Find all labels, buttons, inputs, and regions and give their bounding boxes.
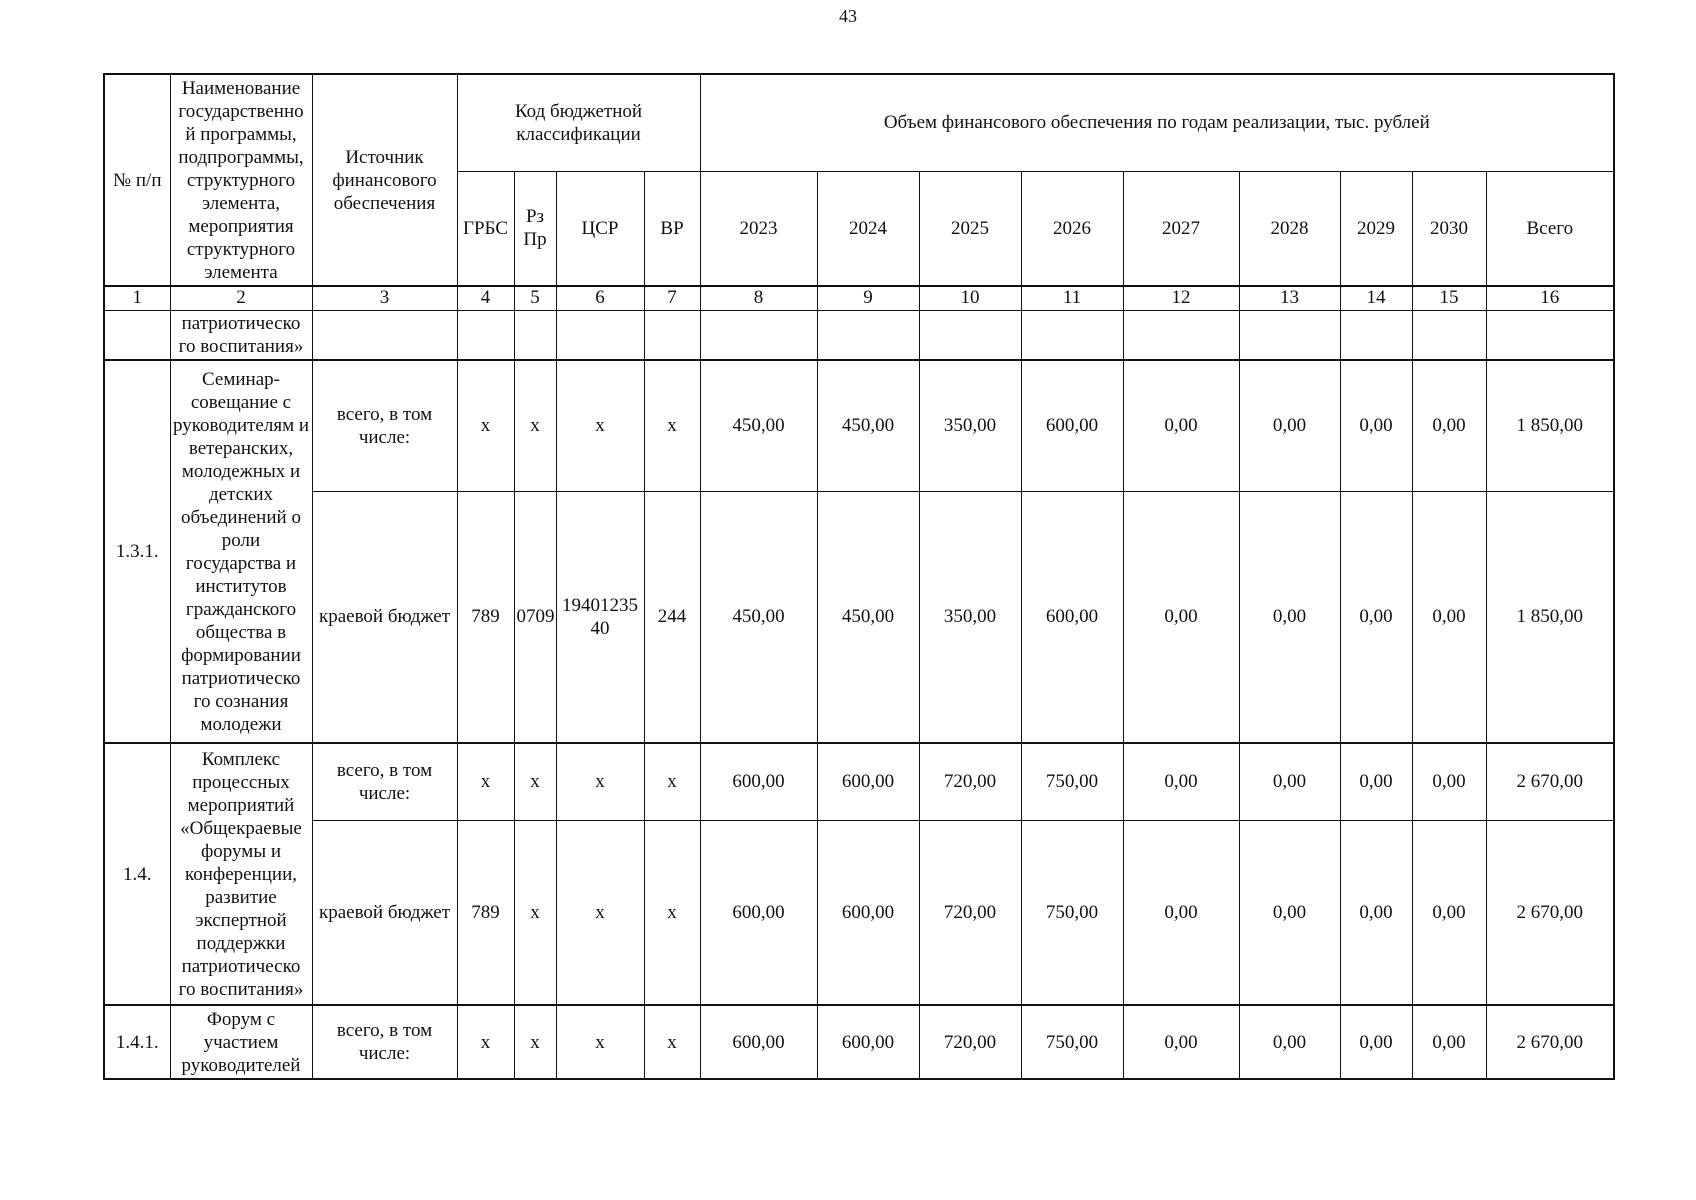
header-col-no: № п/п bbox=[104, 74, 170, 286]
cell-empty bbox=[457, 310, 514, 360]
value-2025: 720,00 bbox=[919, 743, 1021, 820]
cell-empty bbox=[312, 310, 457, 360]
value-2030: 0,00 bbox=[1412, 360, 1486, 491]
cell-empty bbox=[514, 310, 556, 360]
header-vr: ВР bbox=[644, 171, 700, 286]
value-2023: 600,00 bbox=[700, 820, 817, 1005]
table-row-1-4-total bbox=[104, 743, 1614, 820]
value-2026: 750,00 bbox=[1021, 1005, 1123, 1079]
value-2027: 0,00 bbox=[1123, 491, 1239, 743]
cell-empty bbox=[919, 310, 1021, 360]
value-2027: 0,00 bbox=[1123, 743, 1239, 820]
item-number: 1.4.1. bbox=[104, 1005, 170, 1079]
table-row-1-3-1-total bbox=[104, 360, 1614, 491]
value-total: 1 850,00 bbox=[1486, 360, 1614, 491]
value-2023: 450,00 bbox=[700, 491, 817, 743]
header-year-2028: 2028 bbox=[1239, 171, 1340, 286]
header-group-code: Код бюджетной классификации bbox=[457, 74, 700, 171]
grbs-value: х bbox=[457, 1005, 514, 1079]
rzpr-value: х bbox=[514, 1005, 556, 1079]
value-2029: 0,00 bbox=[1340, 360, 1412, 491]
value-2029: 0,00 bbox=[1340, 820, 1412, 1005]
value-2023: 600,00 bbox=[700, 743, 817, 820]
value-2030: 0,00 bbox=[1412, 743, 1486, 820]
funding-source: всего, в том числе: bbox=[312, 1005, 457, 1079]
csr-value: 19401235 40 bbox=[556, 491, 644, 743]
cell-empty bbox=[1412, 310, 1486, 360]
header-year-2030: 2030 bbox=[1412, 171, 1486, 286]
funding-source: всего, в том числе: bbox=[312, 360, 457, 491]
column-number: 16 bbox=[1486, 286, 1614, 310]
value-2026: 600,00 bbox=[1021, 491, 1123, 743]
value-total: 2 670,00 bbox=[1486, 743, 1614, 820]
page-number: 43 bbox=[839, 6, 857, 26]
column-number: 13 bbox=[1239, 286, 1340, 310]
value-2024: 600,00 bbox=[817, 743, 919, 820]
value-2027: 0,00 bbox=[1123, 820, 1239, 1005]
value-2028: 0,00 bbox=[1239, 360, 1340, 491]
column-number: 4 bbox=[457, 286, 514, 310]
value-total: 2 670,00 bbox=[1486, 1005, 1614, 1079]
value-2024: 600,00 bbox=[817, 820, 919, 1005]
grbs-value: х bbox=[457, 360, 514, 491]
value-2025: 350,00 bbox=[919, 491, 1021, 743]
value-2028: 0,00 bbox=[1239, 1005, 1340, 1079]
cell-empty bbox=[104, 310, 170, 360]
header-row-1 bbox=[104, 74, 1614, 171]
column-number: 5 bbox=[514, 286, 556, 310]
value-total: 1 850,00 bbox=[1486, 491, 1614, 743]
csr-value: х bbox=[556, 820, 644, 1005]
value-2030: 0,00 bbox=[1412, 1005, 1486, 1079]
table-row-1-3-1-regional bbox=[104, 491, 1614, 743]
header-year-2024: 2024 bbox=[817, 171, 919, 286]
csr-value: х bbox=[556, 360, 644, 491]
item-number: 1.3.1. bbox=[104, 360, 170, 743]
csr-value: х bbox=[556, 1005, 644, 1079]
vr-value: 244 bbox=[644, 491, 700, 743]
rzpr-value: 0709 bbox=[514, 491, 556, 743]
header-total: Всего bbox=[1486, 171, 1614, 286]
value-2023: 450,00 bbox=[700, 360, 817, 491]
value-2028: 0,00 bbox=[1239, 820, 1340, 1005]
value-2025: 720,00 bbox=[919, 1005, 1021, 1079]
value-2027: 0,00 bbox=[1123, 360, 1239, 491]
value-2024: 600,00 bbox=[817, 1005, 919, 1079]
column-number: 3 bbox=[312, 286, 457, 310]
column-number: 12 bbox=[1123, 286, 1239, 310]
cell-empty bbox=[644, 310, 700, 360]
value-2028: 0,00 bbox=[1239, 491, 1340, 743]
column-number: 9 bbox=[817, 286, 919, 310]
header-group-volume: Объем финансового обеспечения по годам реализации, тыс. рублей bbox=[700, 74, 1614, 171]
value-2023: 600,00 bbox=[700, 1005, 817, 1079]
item-name: патриотическо го воспитания» bbox=[170, 310, 312, 360]
column-number: 2 bbox=[170, 286, 312, 310]
cell-empty bbox=[1486, 310, 1614, 360]
header-csr: ЦСР bbox=[556, 171, 644, 286]
value-2029: 0,00 bbox=[1340, 491, 1412, 743]
item-name: Семинар-совещание с руководителям и ветеранских, молодежных и детских объединений о роли государства и институтов гражданского общества в формировании патриотическо го сознания молодежи bbox=[170, 360, 312, 743]
header-year-2027: 2027 bbox=[1123, 171, 1239, 286]
cell-empty bbox=[700, 310, 817, 360]
value-2025: 720,00 bbox=[919, 820, 1021, 1005]
rzpr-value: х bbox=[514, 360, 556, 491]
value-2024: 450,00 bbox=[817, 360, 919, 491]
value-2030: 0,00 bbox=[1412, 820, 1486, 1005]
grbs-value: х bbox=[457, 743, 514, 820]
vr-value: х bbox=[644, 360, 700, 491]
cell-empty bbox=[556, 310, 644, 360]
header-col-name: Наименование государственно й программы, подпрограммы, структурного элемента, мероприятия структурного элемента bbox=[170, 74, 312, 286]
csr-value: х bbox=[556, 743, 644, 820]
funding-source: всего, в том числе: bbox=[312, 743, 457, 820]
table-row-1-4-regional bbox=[104, 820, 1614, 1005]
table-row-1-4-1-total bbox=[104, 1005, 1614, 1079]
value-2028: 0,00 bbox=[1239, 743, 1340, 820]
budget-table bbox=[103, 73, 1615, 1080]
value-2026: 750,00 bbox=[1021, 820, 1123, 1005]
value-2029: 0,00 bbox=[1340, 1005, 1412, 1079]
rzpr-value: х bbox=[514, 743, 556, 820]
header-rzpr: Рз Пр bbox=[514, 171, 556, 286]
vr-value: х bbox=[644, 1005, 700, 1079]
item-number: 1.4. bbox=[104, 743, 170, 1005]
column-number: 8 bbox=[700, 286, 817, 310]
column-number: 11 bbox=[1021, 286, 1123, 310]
column-numbers-row bbox=[104, 286, 1614, 310]
header-year-2025: 2025 bbox=[919, 171, 1021, 286]
rzpr-value: х bbox=[514, 820, 556, 1005]
cell-empty bbox=[1021, 310, 1123, 360]
value-2026: 750,00 bbox=[1021, 743, 1123, 820]
header-col-source: Источник финансового обеспечения bbox=[312, 74, 457, 286]
value-2026: 600,00 bbox=[1021, 360, 1123, 491]
cell-empty bbox=[1340, 310, 1412, 360]
vr-value: х bbox=[644, 743, 700, 820]
cell-empty bbox=[1239, 310, 1340, 360]
grbs-value: 789 bbox=[457, 491, 514, 743]
funding-source: краевой бюджет bbox=[312, 820, 457, 1005]
header-year-2023: 2023 bbox=[700, 171, 817, 286]
column-number: 10 bbox=[919, 286, 1021, 310]
column-number: 7 bbox=[644, 286, 700, 310]
header-year-2026: 2026 bbox=[1021, 171, 1123, 286]
value-2029: 0,00 bbox=[1340, 743, 1412, 820]
column-number: 14 bbox=[1340, 286, 1412, 310]
value-2024: 450,00 bbox=[817, 491, 919, 743]
column-number: 1 bbox=[104, 286, 170, 310]
funding-source: краевой бюджет bbox=[312, 491, 457, 743]
grbs-value: 789 bbox=[457, 820, 514, 1005]
cell-empty bbox=[1123, 310, 1239, 360]
value-total: 2 670,00 bbox=[1486, 820, 1614, 1005]
item-name: Форум с участием руководителей bbox=[170, 1005, 312, 1079]
column-number: 6 bbox=[556, 286, 644, 310]
vr-value: х bbox=[644, 820, 700, 1005]
value-2030: 0,00 bbox=[1412, 491, 1486, 743]
table-row-continuation bbox=[104, 310, 1614, 360]
item-name: Комплекс процессных мероприятий «Общекраевые форумы и конференции, развитие экспертной поддержки патриотическо го воспитания» bbox=[170, 743, 312, 1005]
header-year-2029: 2029 bbox=[1340, 171, 1412, 286]
header-grbs: ГРБС bbox=[457, 171, 514, 286]
value-2027: 0,00 bbox=[1123, 1005, 1239, 1079]
value-2025: 350,00 bbox=[919, 360, 1021, 491]
cell-empty bbox=[817, 310, 919, 360]
column-number: 15 bbox=[1412, 286, 1486, 310]
